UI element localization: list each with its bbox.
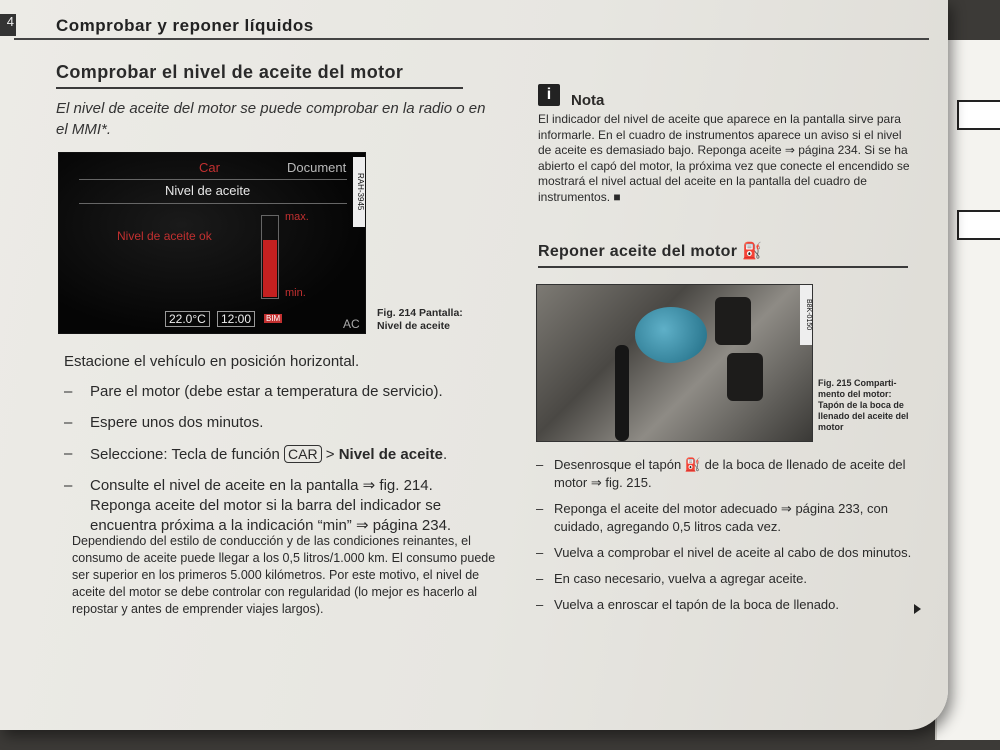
section-title-refill-oil [538, 241, 762, 261]
check-steps [64, 352, 494, 547]
section-title-check-oil: Comprobar el nivel de aceite del motor [56, 62, 404, 82]
consumption-paragraph: Dependiendo del estilo de conducción y de las condiciones reinantes, el consumo de aceite puede llegar a los 0,5 litros/1.000 km. El consumo puede ser superior en los primeros 5.000 kilómetros. Por este motivo, el nivel de aceite del motor se debe controlar con regularidad (lo mejor es hacerlo al repostar y antes de emprender viajes largos). [72, 534, 496, 616]
step-text: . [442, 446, 448, 463]
figure-215-caption [818, 378, 909, 433]
figure-code: RAH-3945 [353, 157, 365, 227]
step-item: – Vuelva a comprobar el nivel de aceite al cabo de dos minutos. [536, 544, 916, 562]
next-page-caution-box [957, 210, 1000, 240]
caption-line: llenado del aceite del [818, 411, 909, 421]
step-text: > [321, 446, 339, 463]
ignition-coil [727, 353, 763, 401]
step-item: – En caso necesario, vuelva a agregar aceite. [536, 570, 916, 588]
screen-temperature: 22.0°C [165, 311, 210, 327]
oil-can-icon: ⛽ [742, 243, 763, 260]
caption-line: Fig. 214 Pantalla: [377, 307, 463, 319]
oil-level-gauge [261, 215, 279, 299]
engine-compartment-figure [536, 284, 813, 442]
step-bold-text: Nivel de aceite [338, 446, 443, 463]
mmi-screen-figure [58, 152, 366, 334]
car-key-label: CAR [284, 445, 322, 463]
screen-divider [79, 179, 347, 180]
info-icon: i [538, 84, 560, 106]
screen-time: 12:00 [217, 311, 255, 327]
oil-level-fill [263, 240, 277, 297]
screen-divider [79, 203, 347, 204]
step-item: – Consulte el nivel de aceite en la pantalla ⇒ fig. 214. Reponga aceite del motor si la barra del indicador se encuentra próxima a la indicación “min” ⇒ página 234. [64, 476, 494, 536]
stamp-mark [368, 250, 548, 290]
gauge-max-label: max. [285, 211, 309, 223]
intro-text: El nivel de aceite del motor se puede comprobar en la radio o en el MMI*. [56, 100, 486, 138]
section-rule [538, 266, 908, 268]
screen-corner-label: AC [343, 317, 360, 331]
page-number: 4 [0, 14, 16, 36]
step-item: – Desenrosque el tapón ⛽ de la boca de llenado de aceite del motor ⇒ fig. 215. [536, 456, 916, 492]
screen-badge: BIM [266, 314, 281, 323]
screen-heading: Nivel de aceite [165, 183, 251, 198]
step-item: – Reponga el aceite del motor adecuado ⇒ página 233, con cuidado, agregando 0,5 litros cada vez. [536, 500, 916, 536]
caption-line: Nivel de aceite [377, 320, 450, 332]
next-page-warning-box [957, 100, 1000, 130]
page-header-title: Comprobar y reponer líquidos [56, 16, 314, 35]
note-text: El indicador del nivel de aceite que aparece en la pantalla sirve para informarle. En el cuadro de instrumentos aparece un aviso si el nivel de aceite es demasiado bajo. Reponga aceite ⇒ página 234. Si se ha abierto el capó del motor, la próxima vez que conecte el encendido se mostrará el nivel actual del aceite en la pantalla del cuadro de instrumentos. ■ [538, 112, 910, 204]
engine-hose [615, 345, 629, 441]
figure-code: B8K-0150 [800, 285, 812, 345]
oil-filler-cap [635, 307, 707, 363]
figure-214-caption [377, 307, 463, 333]
screen-status: Nivel de aceite ok [117, 229, 212, 243]
section-title-text: Reponer aceite del motor [538, 243, 738, 260]
instruction-lead: Estacione el vehículo en posición horizontal. [64, 353, 360, 370]
caption-line: motor [818, 422, 844, 432]
ignition-coil [715, 297, 751, 345]
step-item-select [64, 444, 494, 465]
screen-tab-documents: Document [287, 160, 347, 175]
step-item: – Espere unos dos minutos. [64, 413, 494, 433]
caption-line: Tapón de la boca de [818, 400, 904, 410]
step-item: – Vuelva a enroscar el tapón de la boca de llenado. [536, 596, 916, 614]
caption-line: Fig. 215 Comparti- [818, 378, 897, 388]
gauge-min-label: min. [285, 287, 306, 299]
header-rule [14, 38, 929, 40]
note-title: Nota [571, 92, 605, 109]
screen-tab-car: Car [199, 160, 220, 175]
refill-steps [536, 456, 916, 622]
caption-line: mento del motor: [818, 389, 892, 399]
step-item: – Pare el motor (debe estar a temperatura de servicio). [64, 382, 494, 402]
continue-arrow-icon [914, 604, 921, 614]
step-text: Seleccione: Tecla de función [90, 446, 285, 463]
section-rule [56, 87, 463, 89]
